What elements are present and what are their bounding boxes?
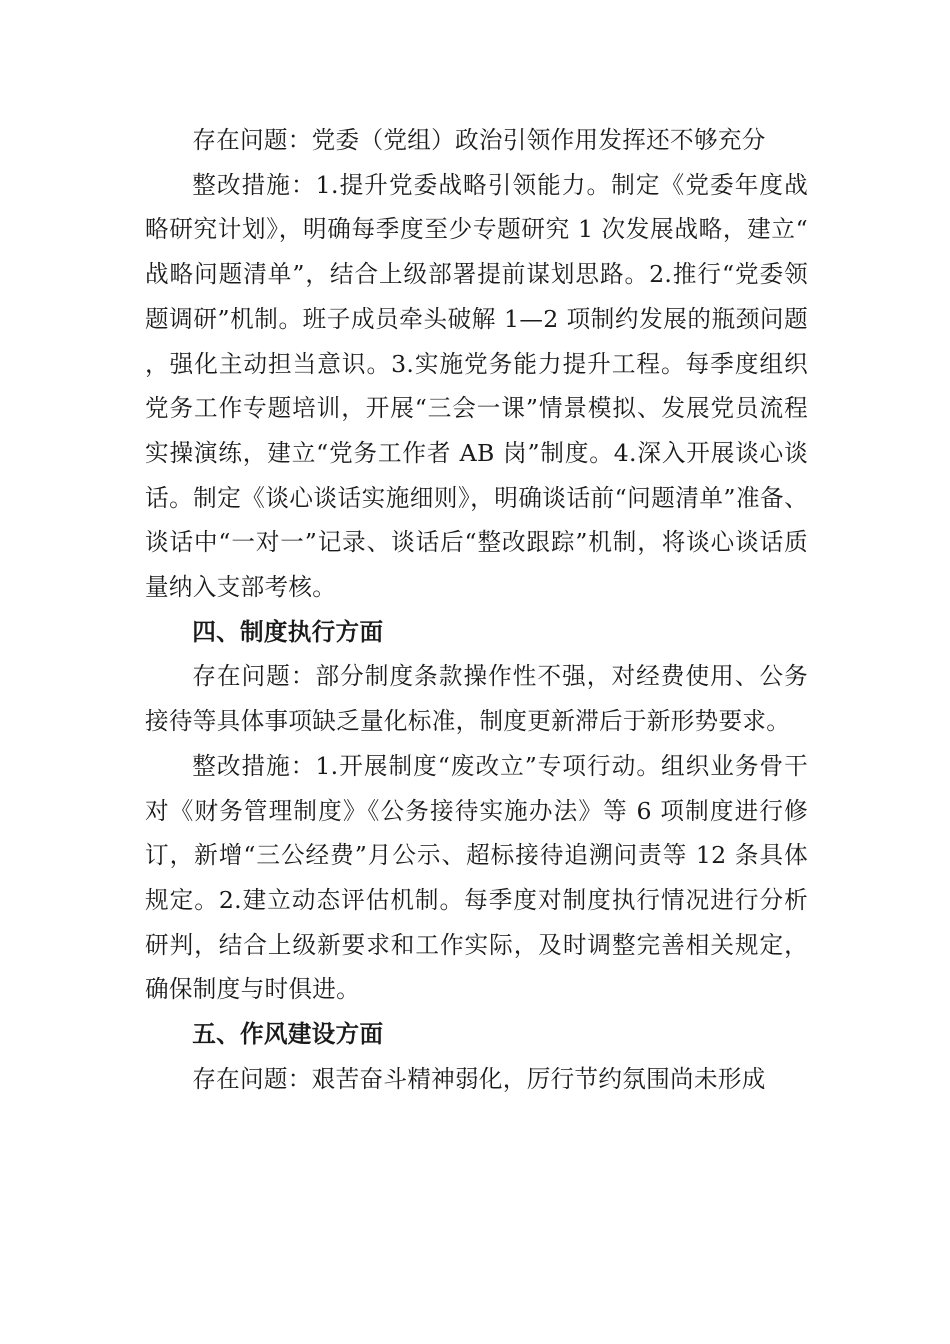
section-heading-system-execution: 四、制度执行方面 <box>192 617 384 646</box>
measures-paragraph-system-execution: 整改措施：1.开展制度“废改立”专项行动。组织业务骨干对《财务管理制度》《公务接待实施办法》等 6 项制度进行修订，新增“三公经费”月公示、超标接待追溯问责等 12 条具体规定。2.建立动态评估机制。每季度对制度执行情况进行分析研判，结合上级新要求和工作实际，及时调整完善相关规定，确保制度与时俱进。 <box>145 751 808 1004</box>
measures-paragraph-party-leadership: 整改措施：1.提升党委战略引领能力。制定《党委年度战略研究计划》，明确每季度至少专题研究 1 次发展战略，建立“战略问题清单”，结合上级部署提前谋划思路。2.推行“党委领题调研”机制。班子成员牵头破解 1—2 项制约发展的瓶颈问题，强化主动担当意识。3.实施党务能力提升工程。每季度组织党务工作专题培训，开展“三会一课”情景模拟、发展党员流程实操演练，建立“党务工作者 AB 岗”制度。4.深入开展谈心谈话。制定《谈心谈话实施细则》，明确谈话前“问题清单”准备、谈话中“一对一”记录、谈话后“整改跟踪”机制，将谈心谈话质量纳入支部考核。 <box>145 170 808 602</box>
document-body <box>145 118 808 1101</box>
problem-paragraph-system-execution: 存在问题：部分制度条款操作性不强，对经费使用、公务接待等具体事项缺乏量化标准，制度更新滞后于新形势要求。 <box>145 662 808 736</box>
problem-paragraph-work-style: 存在问题：艰苦奋斗精神弱化，厉行节约氛围尚未形成 <box>192 1064 766 1093</box>
section-heading-work-style: 五、作风建设方面 <box>192 1020 384 1049</box>
problem-paragraph-party-leadership: 存在问题：党委（党组）政治引领作用发挥还不够充分 <box>192 126 766 154</box>
